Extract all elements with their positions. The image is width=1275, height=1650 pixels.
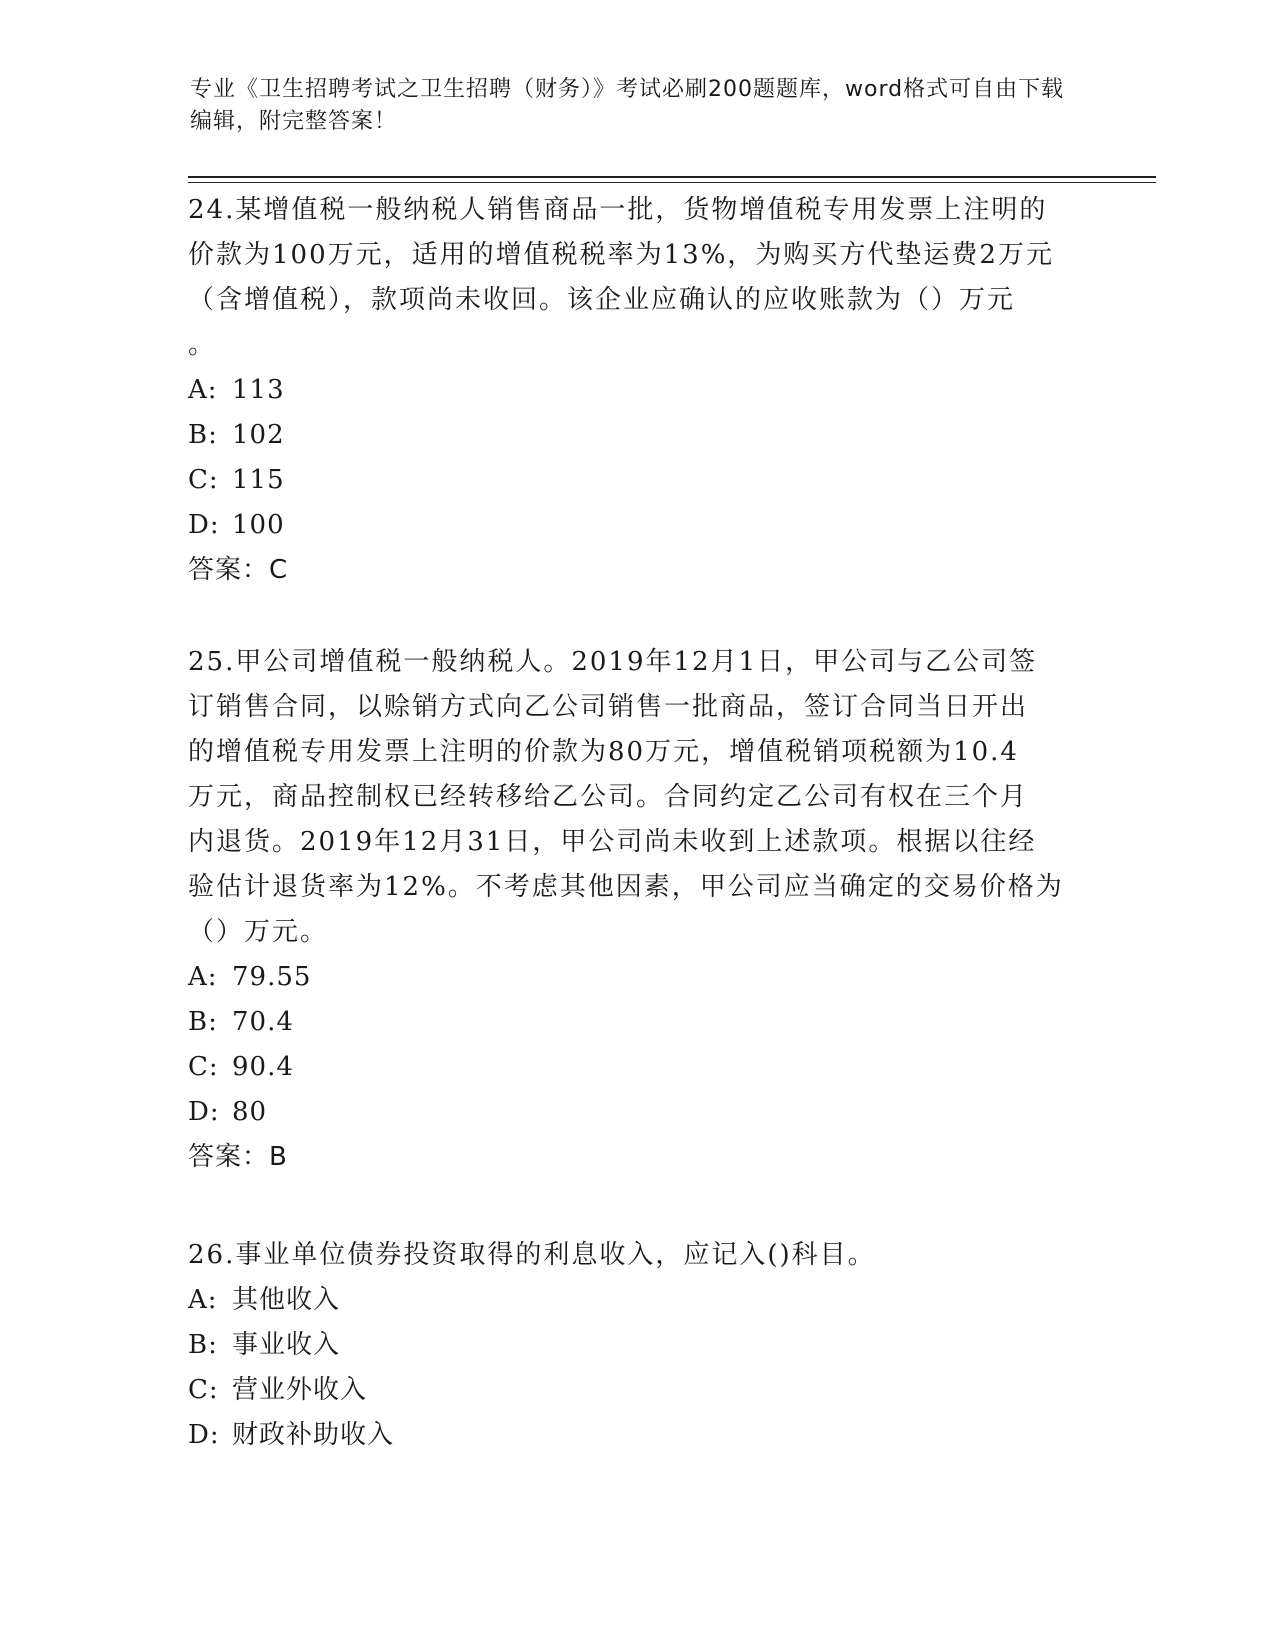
option-text: 事业收入: [232, 1330, 341, 1360]
question-stem-line: 订销售合同，以赊销方式向乙公司销售一批商品，签订合同当日开出: [188, 692, 1029, 722]
question-stem-line: 内退货。2019年12月31日，甲公司尚未收到上述款项。根据以往经: [188, 827, 1037, 857]
question-stem-line: （）万元。: [188, 917, 329, 947]
option-key: B:: [188, 420, 218, 450]
question-24: [188, 188, 1088, 593]
option-d: [188, 1413, 1088, 1458]
question-stem-line: 价款为100万元，适用的增值税税率为13%，为购买方代垫运费2万元: [188, 240, 1054, 270]
option-text: 其他收入: [232, 1285, 341, 1315]
option-key: A:: [188, 375, 218, 405]
answer-line: 答案：C: [188, 555, 289, 585]
option-key: C:: [188, 465, 219, 495]
option-b: [188, 413, 1088, 458]
option-key: C:: [188, 1375, 219, 1405]
question-stem-line: 的增值税专用发票上注明的价款为80万元，增值税销项税额为10.4: [188, 737, 1019, 767]
option-text: 70.4: [232, 1007, 294, 1037]
option-c: [188, 458, 1088, 503]
header-divider: [188, 176, 1156, 178]
option-text: 100: [232, 510, 285, 540]
question-stem-line: 25.甲公司增值税一般纳税人。2019年12月1日，甲公司与乙公司签: [188, 647, 1038, 677]
option-key: C:: [188, 1052, 219, 1082]
header-title: 专业《卫生招聘考试之卫生招聘（财务）》考试必刷200题题库，word格式可自由下载编辑，附完整答案！: [190, 77, 1065, 134]
option-c: [188, 1368, 1088, 1413]
option-c: [188, 1045, 1088, 1090]
option-text: 115: [232, 465, 285, 495]
option-d: [188, 503, 1088, 548]
question-stem-line: 验估计退货率为12%。不考虑其他因素，甲公司应当确定的交易价格为: [188, 872, 1064, 902]
option-key: A:: [188, 962, 218, 992]
option-key: D:: [188, 1420, 220, 1450]
option-text: 113: [232, 375, 285, 405]
option-text: 90.4: [232, 1052, 294, 1082]
option-key: B:: [188, 1330, 218, 1360]
option-b: [188, 1000, 1088, 1045]
answer-line: 答案：B: [188, 1142, 288, 1172]
question-25: [188, 640, 1088, 1180]
option-text: 财政补助收入: [232, 1420, 395, 1450]
option-text: 102: [232, 420, 285, 450]
question-stem-line: （含增值税），款项尚未收回。该企业应确认的应收账款为（）万元: [188, 285, 1016, 315]
header-divider-thin: [188, 182, 1156, 183]
option-key: B:: [188, 1007, 218, 1037]
option-text: 80: [232, 1097, 268, 1127]
option-a: [188, 368, 1088, 413]
option-key: D:: [188, 1097, 220, 1127]
question-stem-line: 。: [188, 330, 217, 360]
option-b: [188, 1323, 1088, 1368]
question-stem-line: 26.事业单位债券投资取得的利息收入，应记入()科目。: [188, 1240, 876, 1270]
option-key: D:: [188, 510, 220, 540]
question-stem-line: 24.某增值税一般纳税人销售商品一批，货物增值税专用发票上注明的: [188, 195, 1048, 225]
option-text: 79.55: [232, 962, 312, 992]
option-key: A:: [188, 1285, 218, 1315]
option-a: [188, 1278, 1088, 1323]
option-a: [188, 955, 1088, 1000]
document-header: [190, 74, 1070, 138]
option-text: 营业外收入: [232, 1375, 368, 1405]
option-d: [188, 1090, 1088, 1135]
question-26: [188, 1233, 1088, 1458]
question-stem-line: 万元，商品控制权已经转移给乙公司。合同约定乙公司有权在三个月: [188, 782, 1029, 812]
